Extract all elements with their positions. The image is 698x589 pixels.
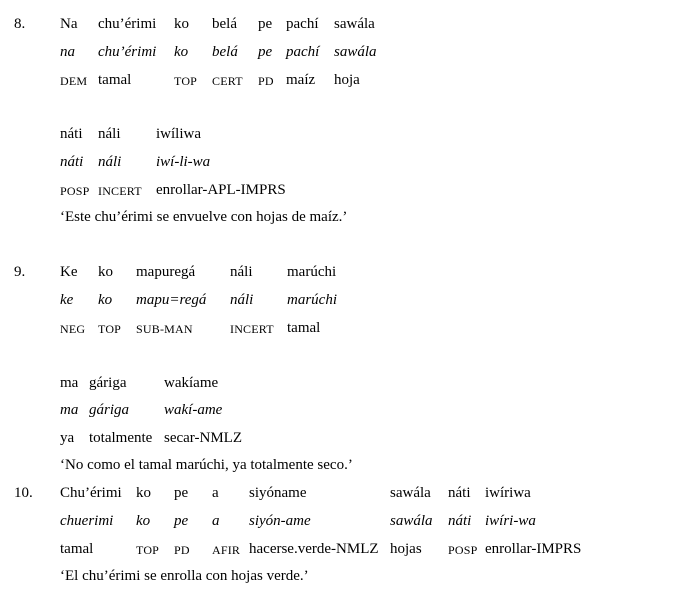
- gloss: totalmente: [89, 430, 153, 446]
- word: wakíame: [164, 375, 219, 391]
- morpheme: belá: [212, 44, 238, 60]
- morpheme: náti: [448, 513, 472, 529]
- word: gáriga: [89, 375, 127, 391]
- gloss: AFIR: [212, 543, 241, 557]
- gloss: SUB-MAN: [136, 322, 193, 336]
- gloss: tamal: [287, 320, 321, 336]
- free-translation: ‘Este chu’érimi se envuelve con hojas de maíz.’: [60, 209, 348, 225]
- gloss: enrollar-IMPRS: [485, 541, 582, 557]
- word: chu’érimi: [98, 16, 157, 32]
- morpheme: a: [212, 513, 220, 529]
- word: siyóname: [249, 485, 307, 501]
- gloss: POSP: [448, 543, 478, 557]
- morpheme: mapu=regá: [136, 292, 207, 308]
- gloss: maíz: [286, 72, 316, 88]
- morpheme: ma: [60, 402, 79, 418]
- gloss: ya: [60, 430, 75, 446]
- word: belá: [212, 16, 237, 32]
- gloss: TOP: [136, 543, 160, 557]
- gloss: CERT: [212, 74, 243, 88]
- word: ko: [174, 16, 189, 32]
- example-number: 8.: [14, 16, 26, 32]
- morpheme: iwíri-wa: [485, 513, 536, 529]
- morpheme: na: [60, 44, 75, 60]
- word: náli: [98, 126, 121, 142]
- morpheme: wakí-ame: [164, 402, 223, 418]
- morpheme: náli: [98, 154, 122, 170]
- gloss: NEG: [60, 322, 86, 336]
- word: sawála: [334, 16, 375, 32]
- word: pe: [258, 16, 273, 32]
- gloss: TOP: [98, 322, 122, 336]
- gloss: INCERT: [230, 322, 274, 336]
- gloss: POSP: [60, 184, 90, 198]
- gloss: TOP: [174, 74, 198, 88]
- gloss: PD: [258, 74, 274, 88]
- morpheme: náli: [230, 292, 254, 308]
- word: ma: [60, 375, 79, 391]
- morpheme: chu’érimi: [98, 44, 157, 60]
- word: ko: [98, 264, 113, 280]
- gloss: tamal: [98, 72, 132, 88]
- example-number: 10.: [14, 485, 33, 501]
- word: iwíriwa: [485, 485, 531, 501]
- word: Chu’érimi: [60, 485, 122, 501]
- word: marúchi: [287, 264, 337, 280]
- word: a: [212, 485, 219, 501]
- morpheme: ko: [174, 44, 189, 60]
- example-number: 9.: [14, 264, 26, 280]
- morpheme: ko: [136, 513, 151, 529]
- morpheme: náti: [60, 154, 84, 170]
- gloss: hojas: [390, 541, 422, 557]
- gloss: secar-NMLZ: [164, 430, 242, 446]
- gloss: hoja: [334, 72, 360, 88]
- morpheme: ko: [98, 292, 113, 308]
- word: náti: [448, 485, 471, 501]
- word: ko: [136, 485, 151, 501]
- word: Na: [60, 16, 78, 32]
- morpheme: chuerimi: [60, 513, 114, 529]
- gloss: INCERT: [98, 184, 142, 198]
- morpheme: pe: [258, 44, 273, 60]
- word: pachí: [286, 16, 319, 32]
- free-translation: ‘No como el tamal marúchi, ya totalmente seco.’: [60, 457, 353, 473]
- morpheme: pachí: [286, 44, 320, 60]
- morpheme: gáriga: [89, 402, 130, 418]
- word: sawála: [390, 485, 431, 501]
- morpheme: marúchi: [287, 292, 337, 308]
- word: Ke: [60, 264, 78, 280]
- free-translation: ‘El chu’érimi se enrolla con hojas verde.’: [60, 568, 309, 584]
- gloss: DEM: [60, 74, 88, 88]
- gloss: PD: [174, 543, 190, 557]
- word: pe: [174, 485, 189, 501]
- morpheme: iwí-li-wa: [156, 154, 211, 170]
- morpheme: sawála: [390, 513, 433, 529]
- word: náli: [230, 264, 253, 280]
- gloss: enrollar-APL-IMPRS: [156, 182, 286, 198]
- morpheme: pe: [174, 513, 189, 529]
- morpheme: ke: [60, 292, 74, 308]
- morpheme: siyón-ame: [249, 513, 311, 529]
- gloss: hacerse.verde-NMLZ: [249, 541, 379, 557]
- word: náti: [60, 126, 83, 142]
- word: iwíliwa: [156, 126, 201, 142]
- word: mapuregá: [136, 264, 196, 280]
- gloss: tamal: [60, 541, 94, 557]
- morpheme: sawála: [334, 44, 377, 60]
